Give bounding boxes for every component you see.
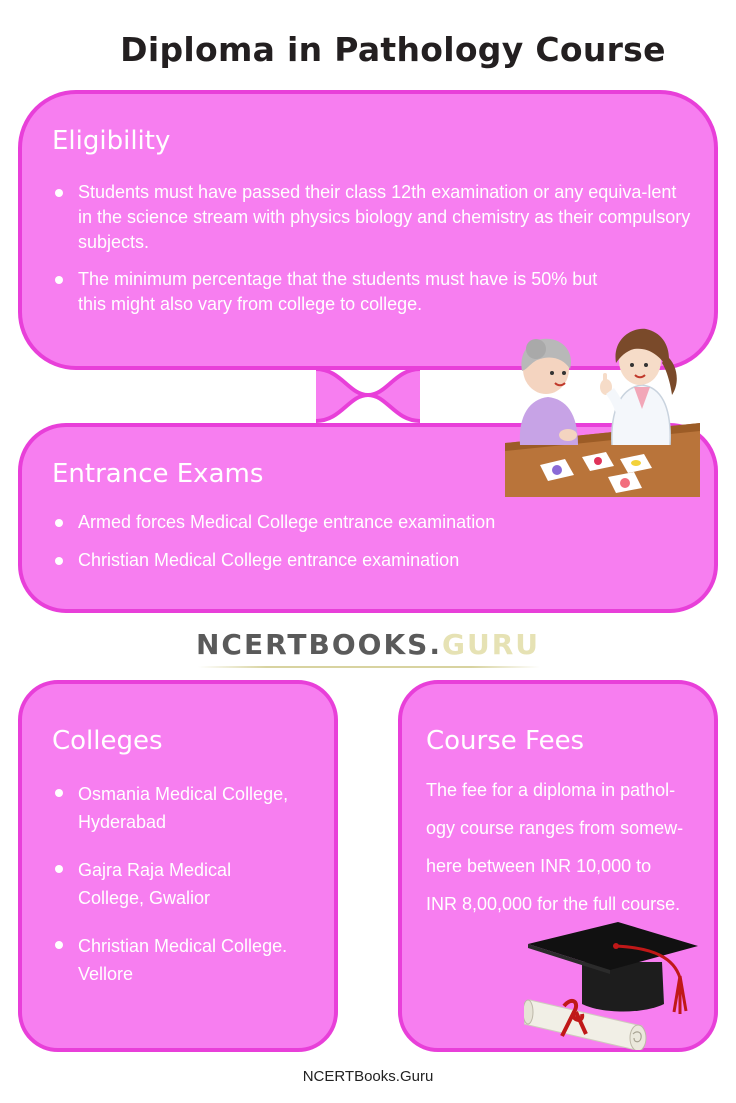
graduation-cap-icon (524, 918, 700, 1050)
list-item: Armed forces Medical College entrance examination (52, 510, 692, 535)
list-item: Students must have passed their class 12th examination or any equiva-lent in the science stream with physics biology and chemistry as their compulsory subjects. (52, 180, 692, 255)
footer-credit: NCERTBooks.Guru (302, 1068, 434, 1085)
list-item: The minimum percentage that the students must have is 50% but this might also vary from college to college. (52, 267, 692, 317)
list-item: Gajra Raja Medical College, Gwalior (52, 856, 292, 912)
eligibility-heading: Eligibility (52, 126, 171, 156)
watermark-logo (0, 628, 736, 661)
watermark-part2: GURU (441, 628, 540, 661)
colleges-heading: Colleges (52, 726, 163, 756)
entrance-list (52, 510, 692, 573)
page-title: Diploma in Pathology Course (120, 30, 666, 69)
doctor-patient-illustration (500, 325, 700, 497)
list-item: Christian Medical College. Vellore (52, 932, 292, 988)
entrance-heading: Entrance Exams (52, 459, 264, 489)
list-item: Christian Medical College entrance examination (52, 548, 692, 573)
course-fees-text (426, 771, 716, 923)
course-fees-heading: Course Fees (426, 726, 585, 756)
colleges-panel (18, 680, 338, 1052)
fees-line: The fee for a diploma in pathol- (426, 780, 676, 800)
colleges-list (52, 780, 292, 988)
fees-line: ogy course ranges from somew- (426, 818, 684, 838)
list-item: Osmania Medical College, Hyderabad (52, 780, 292, 836)
eligibility-list (52, 180, 692, 317)
fees-line: here between INR 10,000 to (426, 856, 652, 876)
watermark-underline (198, 666, 540, 668)
watermark-part1: NCERTBOOKS. (196, 628, 442, 661)
fees-line: INR 8,00,000 for the full course. (426, 894, 681, 914)
